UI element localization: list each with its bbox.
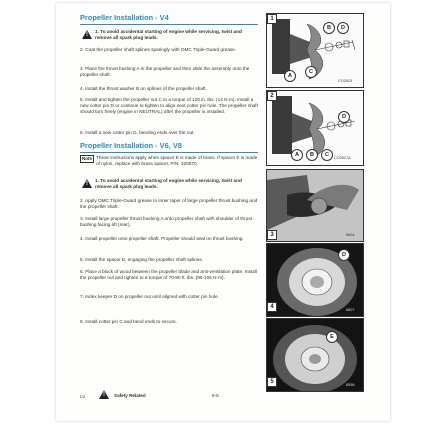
figure-number: 5: [267, 377, 277, 387]
v6-step-3: 3. Install large propeller thrust bushing A onto propeller shaft with shoulder of thrust bushing facing aft (rear).: [80, 216, 252, 227]
v4-step-6: 6. Install a new cotter pin D, bending ends over the nut.: [80, 130, 195, 135]
v6-warning-text: 1. To avoid accidental starting of engine while servicing, twist and remove all spark plug leads.: [95, 178, 242, 189]
figure-code: 6604: [346, 233, 355, 237]
v4-step-2: 2. Coat the propeller shaft splines sparingly with OMC Triple-Guard grease.: [80, 47, 237, 52]
figure-5-photo: [266, 318, 364, 392]
v6-step-7: 7. Index keeper D on propeller nut until aligned with cotter pin hole.: [80, 294, 219, 299]
v6-note-text: These instructions apply when spacer E is made of brass. If spacer E is made of nylon, replace with brass spacer, P/N: 320570.: [96, 155, 258, 166]
callout-a: A: [284, 70, 296, 82]
v6-step-6: 6. Place a block of wood between the propeller blade and anti-ventilation plate. Install the propeller nut and tighten to a torque of 70-80 ft. lbs. (95-105 N·m).: [80, 269, 257, 280]
figure-code: 6598: [346, 383, 355, 387]
figure-number: 3: [267, 230, 277, 240]
section-title-v4: Propeller Installation - V4: [80, 13, 169, 22]
figure-number: 2: [267, 91, 277, 101]
callout-d: D: [338, 249, 350, 261]
figure-number: 4: [267, 302, 277, 312]
page-number: 6-5: [212, 393, 219, 398]
spacer-photo: [267, 319, 363, 391]
heading-rule: [80, 24, 258, 25]
callout-c: C: [305, 66, 317, 78]
heading-rule: [80, 152, 258, 153]
warning-icon: !: [82, 30, 92, 39]
figure-code: CO2917A: [334, 156, 351, 160]
v4-warning-text: 1. To avoid accidental starting of engine while servicing, twist and remove all spark plug leads.: [95, 29, 242, 40]
figure-code: 6607: [346, 308, 355, 312]
callout-d: D: [337, 22, 349, 34]
section-title-v6-v8: Propeller Installation - V6, V8: [80, 141, 182, 150]
v4-step-5: 5. Install and tighten the propeller nut C to a torque of 120 in. lbs. (14 N·m). Install a new cotter pin D or continue to tighten to align next cotter pin hole. The propeller shaft should turn freely (engine in NEUTRAL) after the propeller is installed.: [80, 97, 258, 114]
v6-step-2: 2. Apply OMC Triple-Guard grease to inner taper of large propeller thrust bushing and the propeller shaft.: [80, 198, 258, 209]
figure-code: CO2913: [338, 79, 353, 83]
v4-step-3: 3. Place the thrust bushing A in the propeller and then slide the assembly onto the propeller shaft.: [80, 66, 250, 77]
v4-step-4: 4. Install the thrust washer B on splines of the propeller shaft.: [80, 86, 207, 91]
v6-step-8: 8. Install cotter pin C and bend ends to secure.: [80, 319, 177, 324]
manual-page: [56, 3, 390, 421]
callout-a: A: [291, 149, 303, 161]
callout-c: C: [321, 149, 333, 161]
figure-1: [266, 13, 364, 88]
callout-b: B: [323, 22, 335, 34]
footer-left-code: LV: [80, 394, 86, 399]
warning-icon: !: [82, 179, 92, 188]
v6-step-5: 5. Install the spacer E, engaging the propeller shaft splines.: [80, 257, 203, 262]
safety-warning-icon: !: [99, 390, 109, 399]
propeller-photo: [267, 170, 363, 241]
callout-d: D: [338, 111, 350, 123]
footer-safety-label: Safety Related: [114, 393, 146, 398]
v6-step-4: 4. Install propeller onto propeller shaft. Propeller should seat on thrust bushing.: [80, 236, 244, 241]
callout-e: E: [326, 331, 338, 343]
callout-b: B: [306, 149, 318, 161]
figure-number: 1: [267, 14, 277, 24]
figure-3-photo: [266, 169, 364, 242]
note-label: Note: [82, 156, 92, 161]
